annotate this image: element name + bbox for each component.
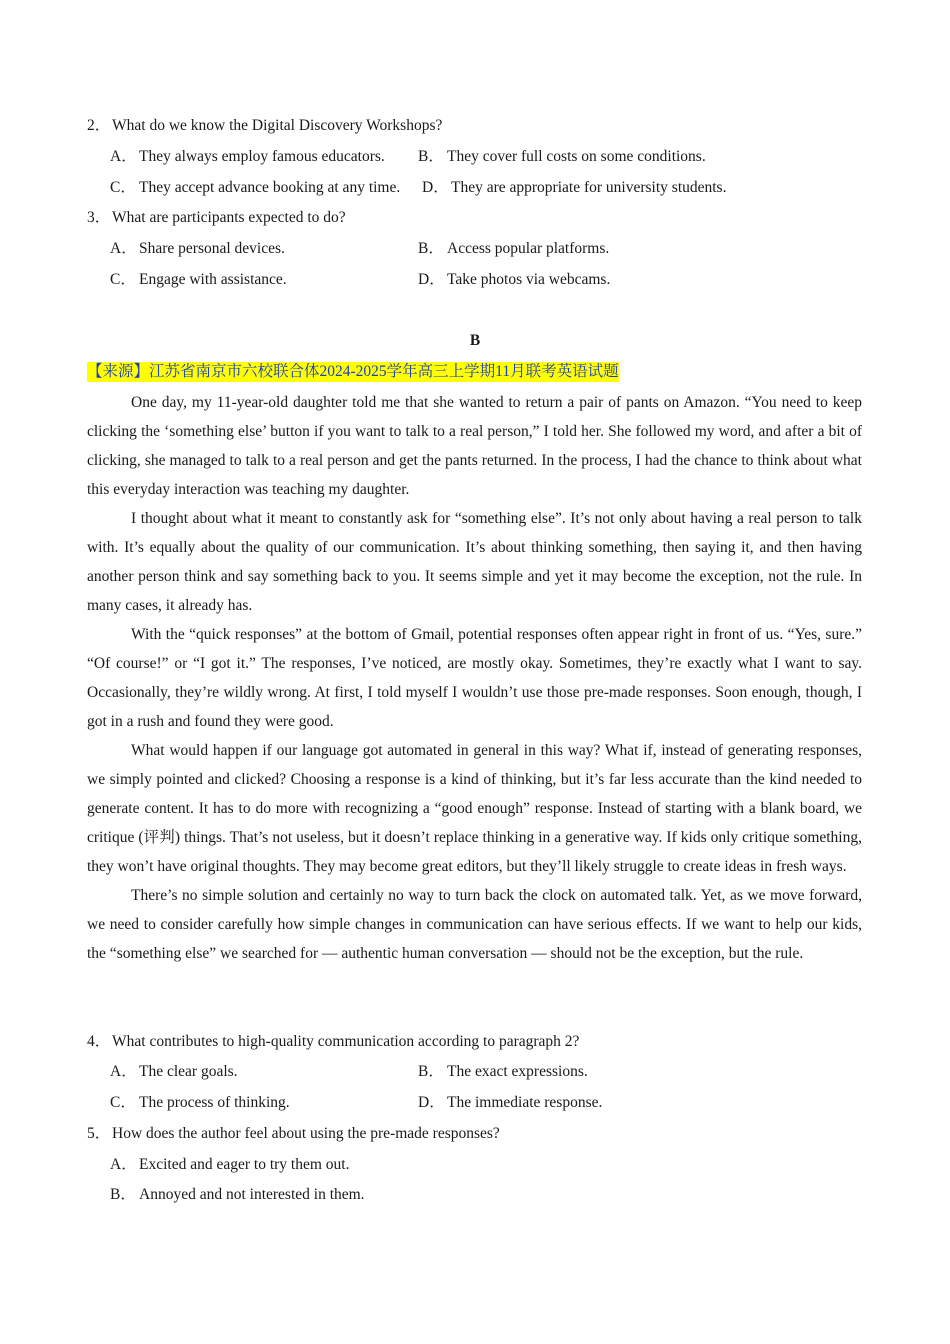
- question-4: [87, 1032, 579, 1052]
- option-text: They are appropriate for university students.: [451, 179, 727, 196]
- option-text: Engage with assistance.: [139, 271, 287, 288]
- option-2d: [422, 178, 726, 198]
- option-text: They always employ famous educators.: [139, 148, 385, 165]
- option-3d: [418, 270, 610, 290]
- option-letter: D．: [422, 179, 449, 196]
- paragraph-4: What would happen if our language got automated in general in this way? What if, instead of generating responses, we simply pointed and clicked? Choosing a response is a kind of thinking, but it’s far less accurate than the kind needed to generate content. It has to do more with recognizing a “good enough” response. Instead of starting with a blank board, we critique (评判) things. That’s not useless, but it doesn’t replace thinking in a generative way. If kids only critique something, they won’t have original thoughts. They may become great editors, but they’ll likely struggle to create ideas in fresh ways.: [87, 742, 862, 875]
- option-3b: [418, 239, 609, 259]
- option-letter: A．: [110, 1063, 137, 1080]
- reading-passage: [87, 388, 862, 968]
- option-letter: A．: [110, 1156, 137, 1173]
- option-3a: [110, 239, 285, 259]
- option-3c: [110, 270, 287, 290]
- option-text: Take photos via webcams.: [447, 271, 611, 288]
- option-text: They accept advance booking at any time.: [139, 179, 401, 196]
- option-4b: [418, 1062, 588, 1082]
- paragraph-1: One day, my 11-year-old daughter told me that she wanted to return a pair of pants on Amazon. “You need to keep clicking the ‘something else’ button if you want to talk to a real person,” I told her. She followed my word, and after a bit of clicking, she managed to talk to a real person and get the pants returned. In the process, I had the chance to think about what this everyday interaction was teaching my daughter.: [87, 394, 862, 498]
- option-text: They cover full costs on some conditions.: [447, 148, 706, 165]
- option-letter: B．: [110, 1186, 136, 1203]
- option-letter: B．: [418, 148, 444, 165]
- option-text: The clear goals.: [139, 1063, 238, 1080]
- question-number: 3．: [87, 209, 111, 226]
- option-letter: B．: [418, 1063, 444, 1080]
- option-4d: [418, 1093, 602, 1113]
- source-note: 【来源】江苏省南京市六校联合体2024-2025学年高三上学期11月联考英语试题: [87, 363, 619, 380]
- option-text: The exact expressions.: [447, 1063, 588, 1080]
- option-text: Annoyed and not interested in them.: [139, 1186, 365, 1203]
- option-5b: [110, 1185, 365, 1205]
- paragraph-3: With the “quick responses” at the bottom of Gmail, potential responses often appear right in front of us. “Yes, sure.” “Of course!” or “I got it.” The responses, I’ve noticed, are mostly okay. Sometimes, they’re exactly what I want to say. Occasionally, they’re wildly wrong. At first, I told myself I wouldn’t use those pre-made responses. Soon enough, though, I got in a rush and found they were good.: [87, 626, 862, 730]
- option-letter: C．: [110, 271, 136, 288]
- option-text: Access popular platforms.: [447, 240, 610, 257]
- question-text: How does the author feel about using the pre-made responses?: [112, 1125, 500, 1142]
- option-2c: [110, 178, 400, 198]
- option-text: The process of thinking.: [139, 1094, 290, 1111]
- option-text: The immediate response.: [447, 1094, 603, 1111]
- section-title: B: [469, 332, 481, 349]
- option-text: Excited and eager to try them out.: [139, 1156, 350, 1173]
- question-text: What contributes to high-quality communication according to paragraph 2?: [112, 1033, 580, 1050]
- option-4c: [110, 1093, 290, 1113]
- question-text: What are participants expected to do?: [112, 209, 346, 226]
- option-letter: A．: [110, 148, 137, 165]
- paragraph-2: I thought about what it meant to constantly ask for “something else”. It’s not only about having a real person to talk with. It’s equally about the quality of our communication. It’s about thinking something, then saying it, and then having another person think and say something back to you. It seems simple and yet it may become the exception, not the rule. In many cases, it already has.: [87, 510, 862, 614]
- question-3: [87, 208, 346, 228]
- question-5: [87, 1124, 500, 1144]
- question-2: [87, 116, 442, 136]
- option-letter: B．: [418, 240, 444, 257]
- option-5a: [110, 1155, 349, 1175]
- option-2b: [418, 147, 706, 167]
- option-letter: D．: [418, 1094, 445, 1111]
- option-4a: [110, 1062, 238, 1082]
- question-text: What do we know the Digital Discovery Workshops?: [112, 117, 443, 134]
- paragraph-5: There’s no simple solution and certainly no way to turn back the clock on automated talk. Yet, as we move forward, we need to consider carefully how simple changes in communication can have serious effects. If we want to help our kids, the “something else” we searched for — authentic human conversation — should not be the exception, but the rule.: [87, 887, 862, 962]
- question-number: 2．: [87, 117, 111, 134]
- question-number: 5．: [87, 1125, 111, 1142]
- option-2a: [110, 147, 385, 167]
- option-letter: A．: [110, 240, 137, 257]
- option-letter: C．: [110, 1094, 136, 1111]
- option-text: Share personal devices.: [139, 240, 285, 257]
- option-letter: D．: [418, 271, 445, 288]
- option-letter: C．: [110, 179, 136, 196]
- question-number: 4．: [87, 1033, 111, 1050]
